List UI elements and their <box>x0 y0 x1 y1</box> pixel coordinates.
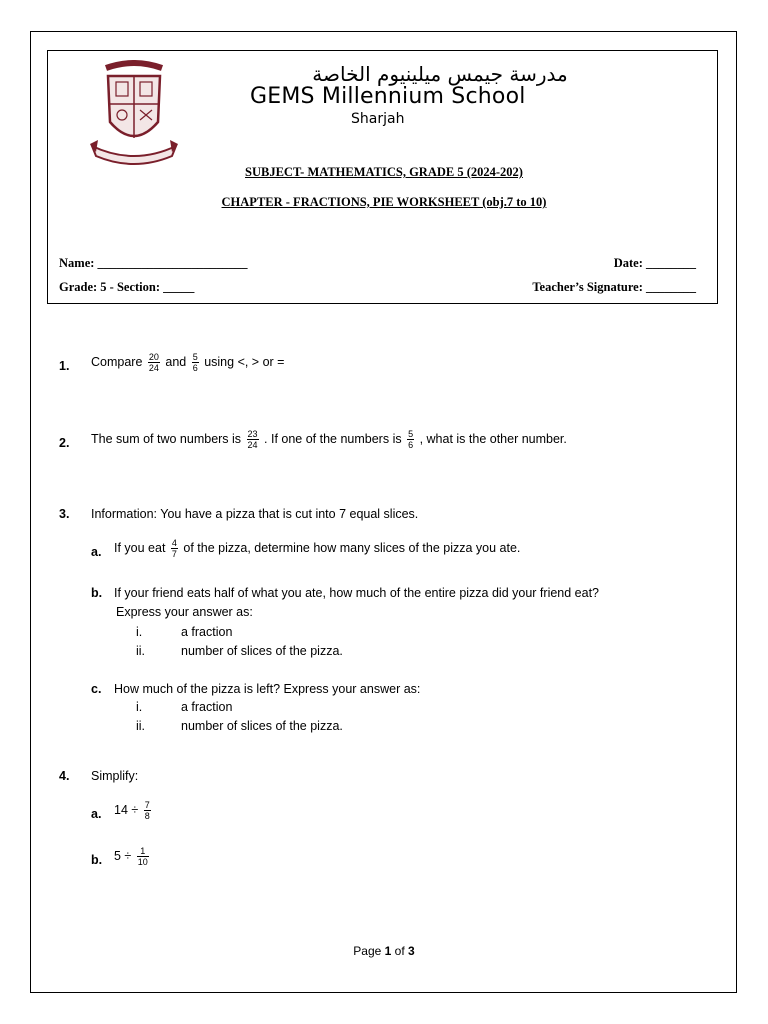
question-3b-label: b. <box>91 586 103 600</box>
question-4-text: Simplify: <box>91 769 139 783</box>
school-name-arabic: مدرسة جيمس ميلينيوم الخاصة <box>312 62 568 86</box>
page-footer: Page 1 of 3 <box>353 944 415 958</box>
fraction: $\frac{5}{6}$ <box>408 429 414 450</box>
question-3c-ii-text: number of slices of the pizza. <box>181 719 343 733</box>
date-field-label: Date: ________ <box>613 256 696 270</box>
question-4a-expression: 14 ÷ $\frac{7}{8}$ <box>114 800 150 821</box>
name-field-label: Name: ________________________ <box>59 256 248 270</box>
school-city: Sharjah <box>351 111 405 127</box>
question-3b-ii-label: ii. <box>136 644 146 658</box>
teacher-signature-label: Teacher’s Signature: ________ <box>532 280 696 294</box>
question-3c-line-1: How much of the pizza is left? Express your answer as: <box>114 682 421 696</box>
question-3-text: Information: You have a pizza that is cut into 7 equal slices. <box>91 507 419 521</box>
school-name: GEMS Millennium School <box>250 84 526 109</box>
question-4b-expression: 5 ÷ $\frac{1}{10}$ <box>114 846 148 867</box>
question-3c-ii-label: ii. <box>136 719 146 733</box>
fraction: $\frac{4}{7}$ <box>171 538 177 559</box>
question-3b-i-text: a fraction <box>181 625 233 639</box>
fraction: $\frac{23}{24}$ <box>247 429 258 450</box>
fraction: $\frac{7}{8}$ <box>144 800 150 821</box>
question-3b-line-1: If your friend eats half of what you ate, how much of the entire pizza did your friend eat? <box>114 586 599 600</box>
question-3c-label: c. <box>91 682 102 696</box>
subject-line: SUBJECT- MATHEMATICS, GRADE 5 (2024-202) <box>245 165 523 179</box>
question-3b-line-2: Express your answer as: <box>116 605 253 619</box>
question-2-number: 2. <box>59 436 70 450</box>
question-4-number: 4. <box>59 769 70 783</box>
question-3b-ii-text: number of slices of the pizza. <box>181 644 343 658</box>
question-3c-i-text: a fraction <box>181 700 233 714</box>
school-crest-logo <box>86 60 182 168</box>
grade-section-label: Grade: 5 - Section: _____ <box>59 280 195 294</box>
question-4b-label: b. <box>91 853 103 867</box>
question-4a-label: a. <box>91 807 102 821</box>
question-3c-i-label: i. <box>136 700 143 714</box>
question-3-number: 3. <box>59 507 70 521</box>
fraction: $\frac{5}{6}$ <box>192 352 198 373</box>
question-3b-i-label: i. <box>136 625 143 639</box>
chapter-line: CHAPTER - FRACTIONS, PIE WORKSHEET (obj.7 to 10) <box>221 195 547 209</box>
question-3a-text: If you eat $\frac{4}{7}$ of the pizza, determine how many slices of the pizza you ate. <box>114 538 521 559</box>
fraction: $\frac{1}{10}$ <box>137 846 148 867</box>
question-2-text: The sum of two numbers is $\frac{23}{24}$ . If one of the numbers is $\frac{5}{6}$ , what is the other number. <box>91 429 567 450</box>
question-1-text: Compare $\frac{20}{24}$ and $\frac{5}{6}$ using <, > or = <box>91 352 285 373</box>
fraction: $\frac{20}{24}$ <box>148 352 159 373</box>
question-3a-label: a. <box>91 545 102 559</box>
question-1-number: 1. <box>59 359 70 373</box>
